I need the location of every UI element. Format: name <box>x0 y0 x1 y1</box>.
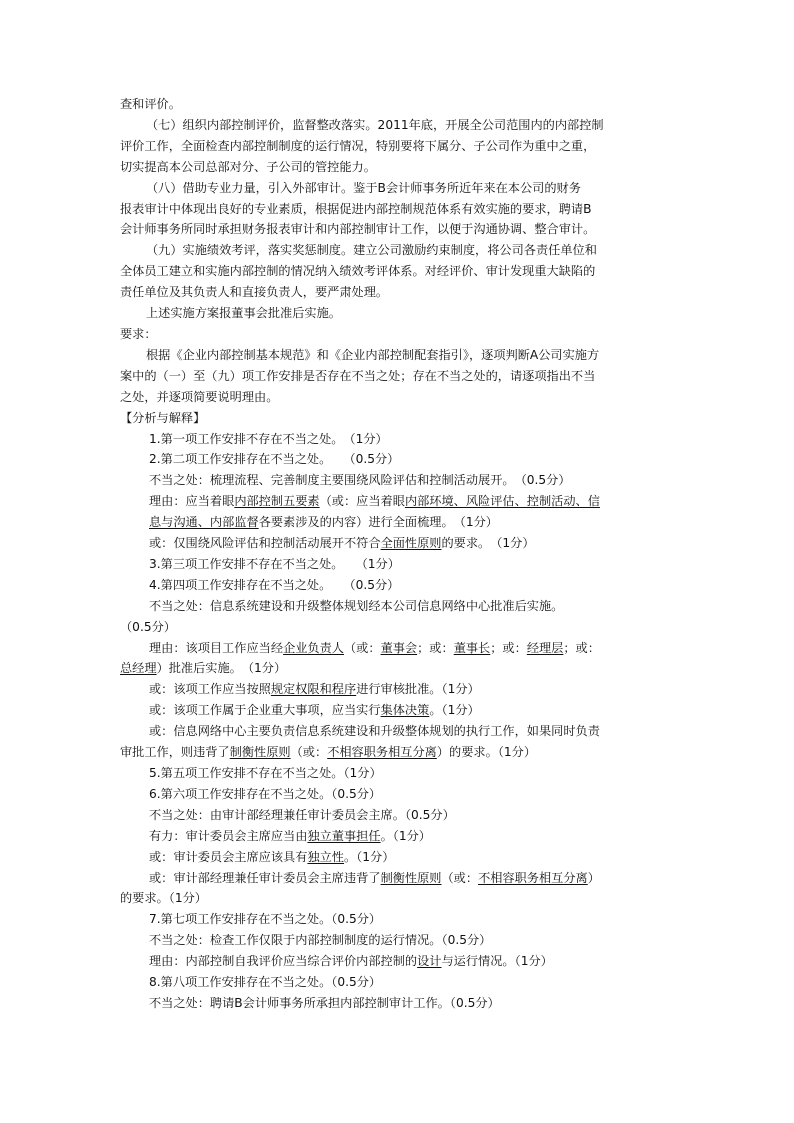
text-span: （或： <box>344 640 381 655</box>
answer-line: 3.第三项工作安排不存在不当之处。 （1分） <box>149 556 400 571</box>
text-line: 案中的（一）至（九）项工作安排是否存在不当之处；存在不当之处的，请逐项指出不当 <box>120 368 596 383</box>
text-span: ；或： <box>490 640 527 655</box>
text-line: 之处，并逐项简要说明理由。 <box>120 389 279 404</box>
answer-line: 或：信息网络中心主要负责信息系统建设和升级整体规划的执行工作，如果同时负责 <box>149 724 600 739</box>
answer-line <box>120 742 676 763</box>
underlined-term: 不相容职务相互分离 <box>327 745 437 760</box>
text-span: ；或： <box>417 640 454 655</box>
text-span: 理由：内部控制自我评价应当综合评价内部控制的 <box>149 954 418 969</box>
answer-line <box>120 826 676 847</box>
underlined-term: 独立性 <box>307 849 344 864</box>
underlined-term: 息与沟通、内部监督 <box>149 515 259 530</box>
answer-line <box>120 533 676 554</box>
text-line: 切实提高本公司总部对分、子公司的管控能力。 <box>120 159 376 174</box>
underlined-term: 内部控制五要素 <box>234 494 320 509</box>
text-line: 全体员工建立和实施内部控制的情况纳入绩效考评体系。对经评价、审计发现重大缺陷的 <box>120 264 596 279</box>
text-span: 或：审计部经理兼任审计委员会主席违背了 <box>149 870 381 885</box>
underlined-term: 企业负责人 <box>283 640 344 655</box>
underlined-term: 不相容职务相互分离 <box>478 870 588 885</box>
answer-line: 4.第四项工作安排存在不当之处。 （0.5分） <box>149 577 400 592</box>
answer-line <box>120 491 676 512</box>
underlined-term: 制衡性原则 <box>380 870 442 885</box>
text-span: ） <box>587 870 600 885</box>
text-span: ）的要求。（1分） <box>436 745 537 760</box>
text-span: 或：审计委员会主席应该具有 <box>149 849 308 864</box>
answer-line <box>120 679 676 700</box>
text-span: 理由：应当着眼 <box>149 494 235 509</box>
underlined-term: 制衡性原则 <box>229 745 291 760</box>
text-span: 有力：审计委员会主席应当由 <box>149 828 308 843</box>
answer-line: 2.第二项工作安排存在不当之处。 （0.5分） <box>149 452 400 467</box>
answer-line: 不当之处：梳理流程、完善制度主要围绕风险评估和控制活动展开。 （0.5分） <box>149 473 571 488</box>
answer-line: 7.第七项工作安排存在不当之处。（0.5分） <box>149 912 382 927</box>
text-span: ）批准后实施。 （1分） <box>156 661 287 676</box>
text-span: （或：应当着眼 <box>319 494 405 509</box>
answer-line: 不当之处：聘请B会计师事务所承担内部控制审计工作。（0.5分） <box>149 995 500 1010</box>
underlined-term: 规定权限和程序 <box>270 682 357 697</box>
answer-line <box>120 847 676 868</box>
underlined-term: 全面性原则 <box>380 536 442 551</box>
answer-line: 1.第一项工作安排不存在不当之处。 （1分） <box>149 431 388 446</box>
answer-line: 8.第八项工作安排存在不当之处。（0.5分） <box>149 975 382 990</box>
answer-line: 不当之处：由审计部经理兼任审计委员会主席。（0.5分） <box>149 807 455 822</box>
answer-line: 不当之处：检查工作仅限于内部控制制度的运行情况。（0.5分） <box>149 933 492 948</box>
underlined-term: 集体决策 <box>380 703 430 718</box>
text-span: 。（1分） <box>429 703 480 718</box>
underlined-term: 董事长 <box>453 640 491 655</box>
text-line: 上述实施方案报董事会批准后实施。 <box>146 306 341 321</box>
underlined-term: 内部环境、风险评估、控制活动、信 <box>404 494 600 509</box>
text-line: 根据《企业内部控制基本规范》和《企业内部控制配套指引》，逐项判断A公司实施方 <box>146 347 600 362</box>
text-line: 查和评价。 <box>120 97 181 111</box>
text-span: 或：该项工作属于企业重大事项，应当实行 <box>149 703 381 718</box>
underlined-term: 经理层 <box>526 640 564 655</box>
answer-line: 不当之处：信息系统建设和升级整体规划经本公司信息网络中心批准后实施。 <box>149 598 564 613</box>
answer-line: 6.第六项工作安排存在不当之处。（0.5分） <box>149 786 382 801</box>
text-span: 审批工作，则违背了 <box>120 745 230 760</box>
text-span: 与运行情况。（1分） <box>441 954 553 969</box>
underlined-term: 独立董事担任 <box>307 828 381 843</box>
text-line: 报表审计中体现出良好的专业素质，根据促进内部控制规范体系有效实施的要求，聘请B <box>120 201 592 216</box>
text-span: 各要素涉及的内容）进行全面梳理。 （1分） <box>258 515 498 530</box>
answer-line <box>120 658 676 679</box>
text-span: ；或： <box>563 640 600 655</box>
text-span: 理由：该项目工作应当经 <box>149 640 284 655</box>
text-span: 。（1分） <box>344 849 395 864</box>
requirement-heading: 要求： <box>120 326 157 341</box>
underlined-term: 总经理 <box>120 661 157 676</box>
text-span: 的要求。 （1分） <box>441 536 535 551</box>
answer-line <box>120 951 676 972</box>
item-8-heading: （八）借助专业力量，引入外部审计。鉴于B会计师事务所近年来在本公司的财务 <box>146 180 581 195</box>
underlined-term: 董事会 <box>380 640 418 655</box>
text-span: 或：仅围绕风险评估和控制活动展开不符合 <box>149 536 381 551</box>
text-span: （或： <box>441 870 479 885</box>
text-line: 会计师事务所同时承担财务报表审计和内部控制审计工作，以便于沟通协调、整合审计。 <box>120 222 596 237</box>
answer-line: 的要求。（1分） <box>120 891 207 906</box>
text-span: 。（1分） <box>380 828 431 843</box>
answer-line: 5.第五项工作安排不存在不当之处。（1分） <box>149 766 382 780</box>
answer-line <box>120 638 676 659</box>
answer-line <box>120 700 676 721</box>
text-span: （或： <box>290 745 328 760</box>
text-span: 或：该项工作应当按照 <box>149 682 271 697</box>
text-line: 责任单位及其负责人和直接负责人，要严肃处理。 <box>120 285 389 300</box>
text-span: 进行审核批准。（1分） <box>356 682 480 697</box>
answer-line <box>120 512 676 533</box>
text-line: 评价工作，全面检查内部控制制度的运行情况，特别要将下属分、子公司作为重中之重， <box>120 138 596 153</box>
analysis-heading: 【分析与解释】 <box>120 410 206 425</box>
item-9-heading: （九）实施绩效考评，落实奖惩制度。建立公司激励约束制度，将公司各责任单位和 <box>146 243 597 258</box>
item-7-heading: （七）组织内部控制评价，监督整改落实。2011年底，开展全公司范围内的内部控制 <box>146 117 604 132</box>
underlined-term: 设计 <box>417 954 442 969</box>
answer-line: （0.5分） <box>120 619 176 634</box>
answer-line <box>120 868 676 889</box>
document-page <box>120 94 676 1014</box>
